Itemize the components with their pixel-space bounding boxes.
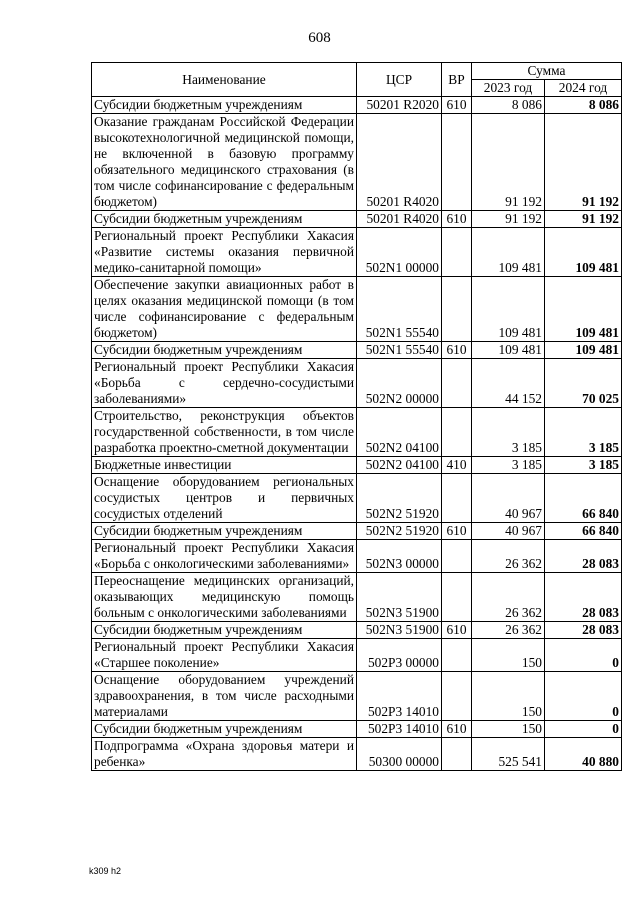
cell-csr: 50201 R4020 [357,114,442,211]
cell-name: Субсидии бюджетным учреждениям [92,721,357,738]
header-vr: ВР [442,63,472,97]
cell-vr [442,408,472,457]
cell-y2: 109 481 [545,342,622,359]
cell-vr [442,114,472,211]
cell-y2: 28 083 [545,573,622,622]
header-year-2023: 2023 год [472,80,545,97]
header-sum: Сумма [472,63,622,80]
table-row [92,228,622,277]
cell-vr: 610 [442,523,472,540]
cell-y2: 3 185 [545,408,622,457]
cell-y1: 109 481 [472,228,545,277]
cell-csr: 502N1 55540 [357,342,442,359]
cell-name: Региональный проект Республики Хакасия «Борьба с онкологическими заболеваниями» [92,540,357,573]
cell-csr: 502N3 51900 [357,622,442,639]
cell-y2: 66 840 [545,523,622,540]
cell-name: Субсидии бюджетным учреждениям [92,97,357,114]
cell-name: Региональный проект Республики Хакасия «Старшее поколение» [92,639,357,672]
table-row [92,672,622,721]
cell-y2: 0 [545,639,622,672]
cell-vr [442,277,472,342]
cell-vr [442,359,472,408]
cell-name: Субсидии бюджетным учреждениям [92,622,357,639]
cell-y1: 109 481 [472,277,545,342]
table-row [92,738,622,771]
cell-y1: 109 481 [472,342,545,359]
cell-y1: 91 192 [472,211,545,228]
cell-y1: 26 362 [472,622,545,639]
table-header [92,63,622,97]
cell-vr: 410 [442,457,472,474]
cell-vr: 610 [442,622,472,639]
cell-y2: 3 185 [545,457,622,474]
table-row [92,408,622,457]
cell-name: Строительство, реконструкция объектов государственной собственности, в том числе разработка проектно-сметной документации [92,408,357,457]
cell-vr [442,639,472,672]
cell-csr: 502N2 00000 [357,359,442,408]
header-csr: ЦСР [357,63,442,97]
cell-y2: 28 083 [545,540,622,573]
cell-csr: 502P3 14010 [357,672,442,721]
cell-name: Бюджетные инвестиции [92,457,357,474]
cell-csr: 50201 R2020 [357,97,442,114]
cell-csr: 502N2 51920 [357,523,442,540]
cell-y2: 91 192 [545,211,622,228]
table-row [92,342,622,359]
cell-name: Подпрограмма «Охрана здоровья матери и ребенка» [92,738,357,771]
header-name: Наименование [92,63,357,97]
cell-y1: 26 362 [472,573,545,622]
cell-y1: 3 185 [472,408,545,457]
cell-y2: 0 [545,721,622,738]
page-number: 608 [308,30,331,46]
table-body [92,97,622,771]
cell-name: Оснащение оборудованием учреждений здравоохранения, в том числе расходными материалами [92,672,357,721]
cell-name: Оснащение оборудованием региональных сосудистых центров и первичных сосудистых отделений [92,474,357,523]
cell-csr: 502P3 14010 [357,721,442,738]
cell-vr [442,540,472,573]
cell-y1: 150 [472,721,545,738]
cell-name: Оказание гражданам Российской Федерации высокотехнологичной медицинской помощи, не включенной в базовую программу обязательного медицинского страхования (в том числе софинансирование с федеральным бюджетом) [92,114,357,211]
cell-y1: 40 967 [472,523,545,540]
cell-vr [442,573,472,622]
cell-name: Субсидии бюджетным учреждениям [92,523,357,540]
cell-y1: 91 192 [472,114,545,211]
table-row [92,114,622,211]
cell-y2: 109 481 [545,228,622,277]
cell-csr: 502N2 04100 [357,457,442,474]
footer-code: k309 h2 [89,866,122,876]
cell-y1: 26 362 [472,540,545,573]
cell-name: Региональный проект Республики Хакасия «Борьба с сердечно-сосудистыми заболеваниями» [92,359,357,408]
cell-csr: 502N2 51920 [357,474,442,523]
cell-vr: 610 [442,211,472,228]
cell-y2: 70 025 [545,359,622,408]
cell-csr: 502P3 00000 [357,639,442,672]
cell-vr [442,738,472,771]
cell-name: Переоснащение медицинских организаций, оказывающих медицинскую помощь больным с онкологическими заболеваниями [92,573,357,622]
cell-csr: 502N3 51900 [357,573,442,622]
table-row [92,540,622,573]
cell-vr [442,228,472,277]
cell-y1: 525 541 [472,738,545,771]
table-row [92,457,622,474]
table-row [92,622,622,639]
cell-vr: 610 [442,342,472,359]
table-row [92,474,622,523]
cell-y2: 0 [545,672,622,721]
cell-csr: 502N1 55540 [357,277,442,342]
table-row [92,721,622,738]
table-row [92,97,622,114]
cell-y1: 3 185 [472,457,545,474]
cell-y1: 44 152 [472,359,545,408]
budget-table [91,62,622,771]
cell-name: Обеспечение закупки авиационных работ в целях оказания медицинской помощи (в том числе софинансирование с федеральным бюджетом) [92,277,357,342]
table-row [92,359,622,408]
table-row [92,523,622,540]
cell-y2: 66 840 [545,474,622,523]
cell-csr: 50201 R4020 [357,211,442,228]
cell-csr: 502N3 00000 [357,540,442,573]
cell-y1: 150 [472,639,545,672]
cell-y2: 8 086 [545,97,622,114]
cell-y2: 109 481 [545,277,622,342]
cell-vr [442,474,472,523]
cell-name: Региональный проект Республики Хакасия «Развитие системы оказания первичной медико-санитарной помощи» [92,228,357,277]
table-row [92,211,622,228]
header-year-2024: 2024 год [545,80,622,97]
cell-name: Субсидии бюджетным учреждениям [92,211,357,228]
cell-y1: 150 [472,672,545,721]
cell-y2: 91 192 [545,114,622,211]
cell-y2: 40 880 [545,738,622,771]
cell-csr: 502N1 00000 [357,228,442,277]
cell-csr: 502N2 04100 [357,408,442,457]
cell-y2: 28 083 [545,622,622,639]
cell-csr: 50300 00000 [357,738,442,771]
cell-y1: 8 086 [472,97,545,114]
cell-vr [442,672,472,721]
table-row [92,277,622,342]
table-row [92,573,622,622]
cell-name: Субсидии бюджетным учреждениям [92,342,357,359]
table-row [92,639,622,672]
cell-vr: 610 [442,721,472,738]
cell-y1: 40 967 [472,474,545,523]
cell-vr: 610 [442,97,472,114]
